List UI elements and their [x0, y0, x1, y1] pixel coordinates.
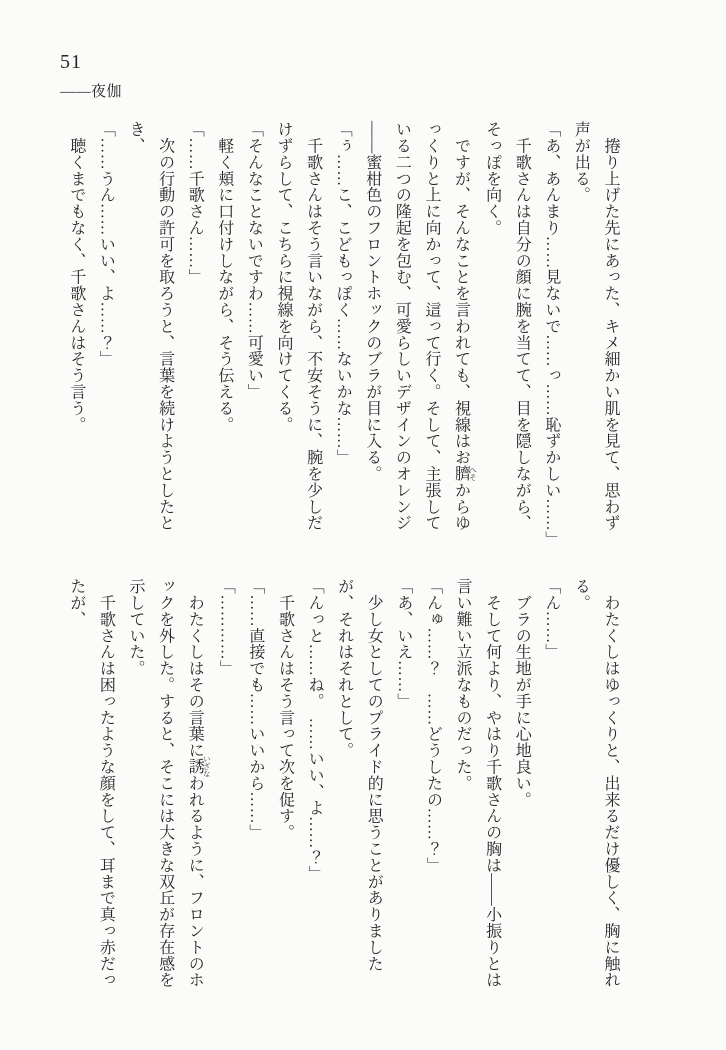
text-column: 千歌さんは困ったような顔をして、耳まで真っ赤だっ — [97, 578, 115, 988]
page-number: 51 — [60, 51, 82, 73]
text-column: 千歌さんは自分の顔に腕を当てて、目を隠しながら、 — [513, 121, 531, 531]
text-column: ――蜜柑色のフロントホックのブラが目に入る。 — [363, 121, 381, 482]
text-column: 捲り上げた先にあった、キメ細かい肌を見て、思わず — [602, 121, 619, 531]
folio-header — [60, 50, 122, 101]
text-column: 「ぅ……こ、こどもっぽく……ないかな……」 — [334, 121, 352, 466]
text-column: っくりと上に向かって、這って行く。そして、主張して — [422, 121, 440, 531]
text-block-lower — [62, 578, 625, 1020]
text-column: 千歌さんはそう言いながら、不安そうに、腕を少しだ — [304, 121, 322, 531]
text-column: 「……うん……いい、よ……？」 — [97, 121, 115, 367]
text-column: 示していた。 — [127, 578, 144, 677]
text-column: が、それはそれとして。 — [335, 578, 353, 759]
text-column: 「……千歌さん……」 — [186, 121, 204, 285]
text-column: たが、 — [67, 578, 85, 628]
text-column: そして何より、やはり千歌さんの胸は――小振りとは — [483, 578, 501, 988]
text-column: 「そんなことないですわ……可愛い」 — [245, 121, 263, 400]
running-header: ――夜伽 — [60, 84, 123, 100]
text-column: 少し女としてのプライド的に思うことがありました — [365, 578, 383, 972]
text-column: 言い難い立派なものだった。 — [454, 578, 472, 792]
text-column: ックを外した。すると、そこには大きな双丘が存在感を — [156, 578, 174, 988]
text-column: 「あ、いえ……」 — [394, 578, 412, 710]
text-column: けずらして、こちらに視線を向けてくる。 — [274, 121, 292, 433]
text-column: 声が出る。 — [572, 121, 590, 203]
text-column: 聴くまでもなく、千歌さんはそう言う。 — [67, 121, 85, 433]
text-column: 「んっと……ね。 ……いい、よ……？」 — [306, 578, 324, 882]
text-column: ブラの生地が手に心地良い。 — [513, 578, 531, 808]
text-column: 千歌さんはそう言って次を促す。 — [276, 578, 294, 841]
text-column: 「……直接でも……いいから……」 — [246, 578, 264, 841]
text-column: 軽く頬に口付けしながら、そう伝える。 — [215, 121, 233, 433]
text-column: き、 — [127, 121, 144, 154]
text-column: 「…………」 — [217, 578, 235, 677]
text-column: そっぽを向く。 — [483, 121, 501, 236]
text-column: わたくしはゆっくりと、出来るだけ優しく、胸に触れ — [602, 578, 619, 988]
text-column: わたくしはその言葉に誘 いざなわれるように、フロントのホ — [186, 578, 212, 989]
text-column: 「ん……」 — [542, 578, 560, 660]
text-column: る。 — [572, 578, 590, 611]
text-column: いる二つの隆起を包む、可愛らしいデザインのオレンジ — [393, 121, 411, 531]
text-block-upper — [62, 121, 625, 563]
text-column: 「あ、あんまり……見ないで……っ……恥ずかしい……」 — [542, 121, 560, 548]
text-column: 「んゅ……？ ……どうしたの……？」 — [424, 578, 442, 874]
text-column: 次の行動の許可を取ろうと、言葉を続けようとしたと — [156, 121, 174, 531]
text-column: ですが、そんなことを言われても、視線はお臍 へそからゆ — [452, 121, 478, 532]
